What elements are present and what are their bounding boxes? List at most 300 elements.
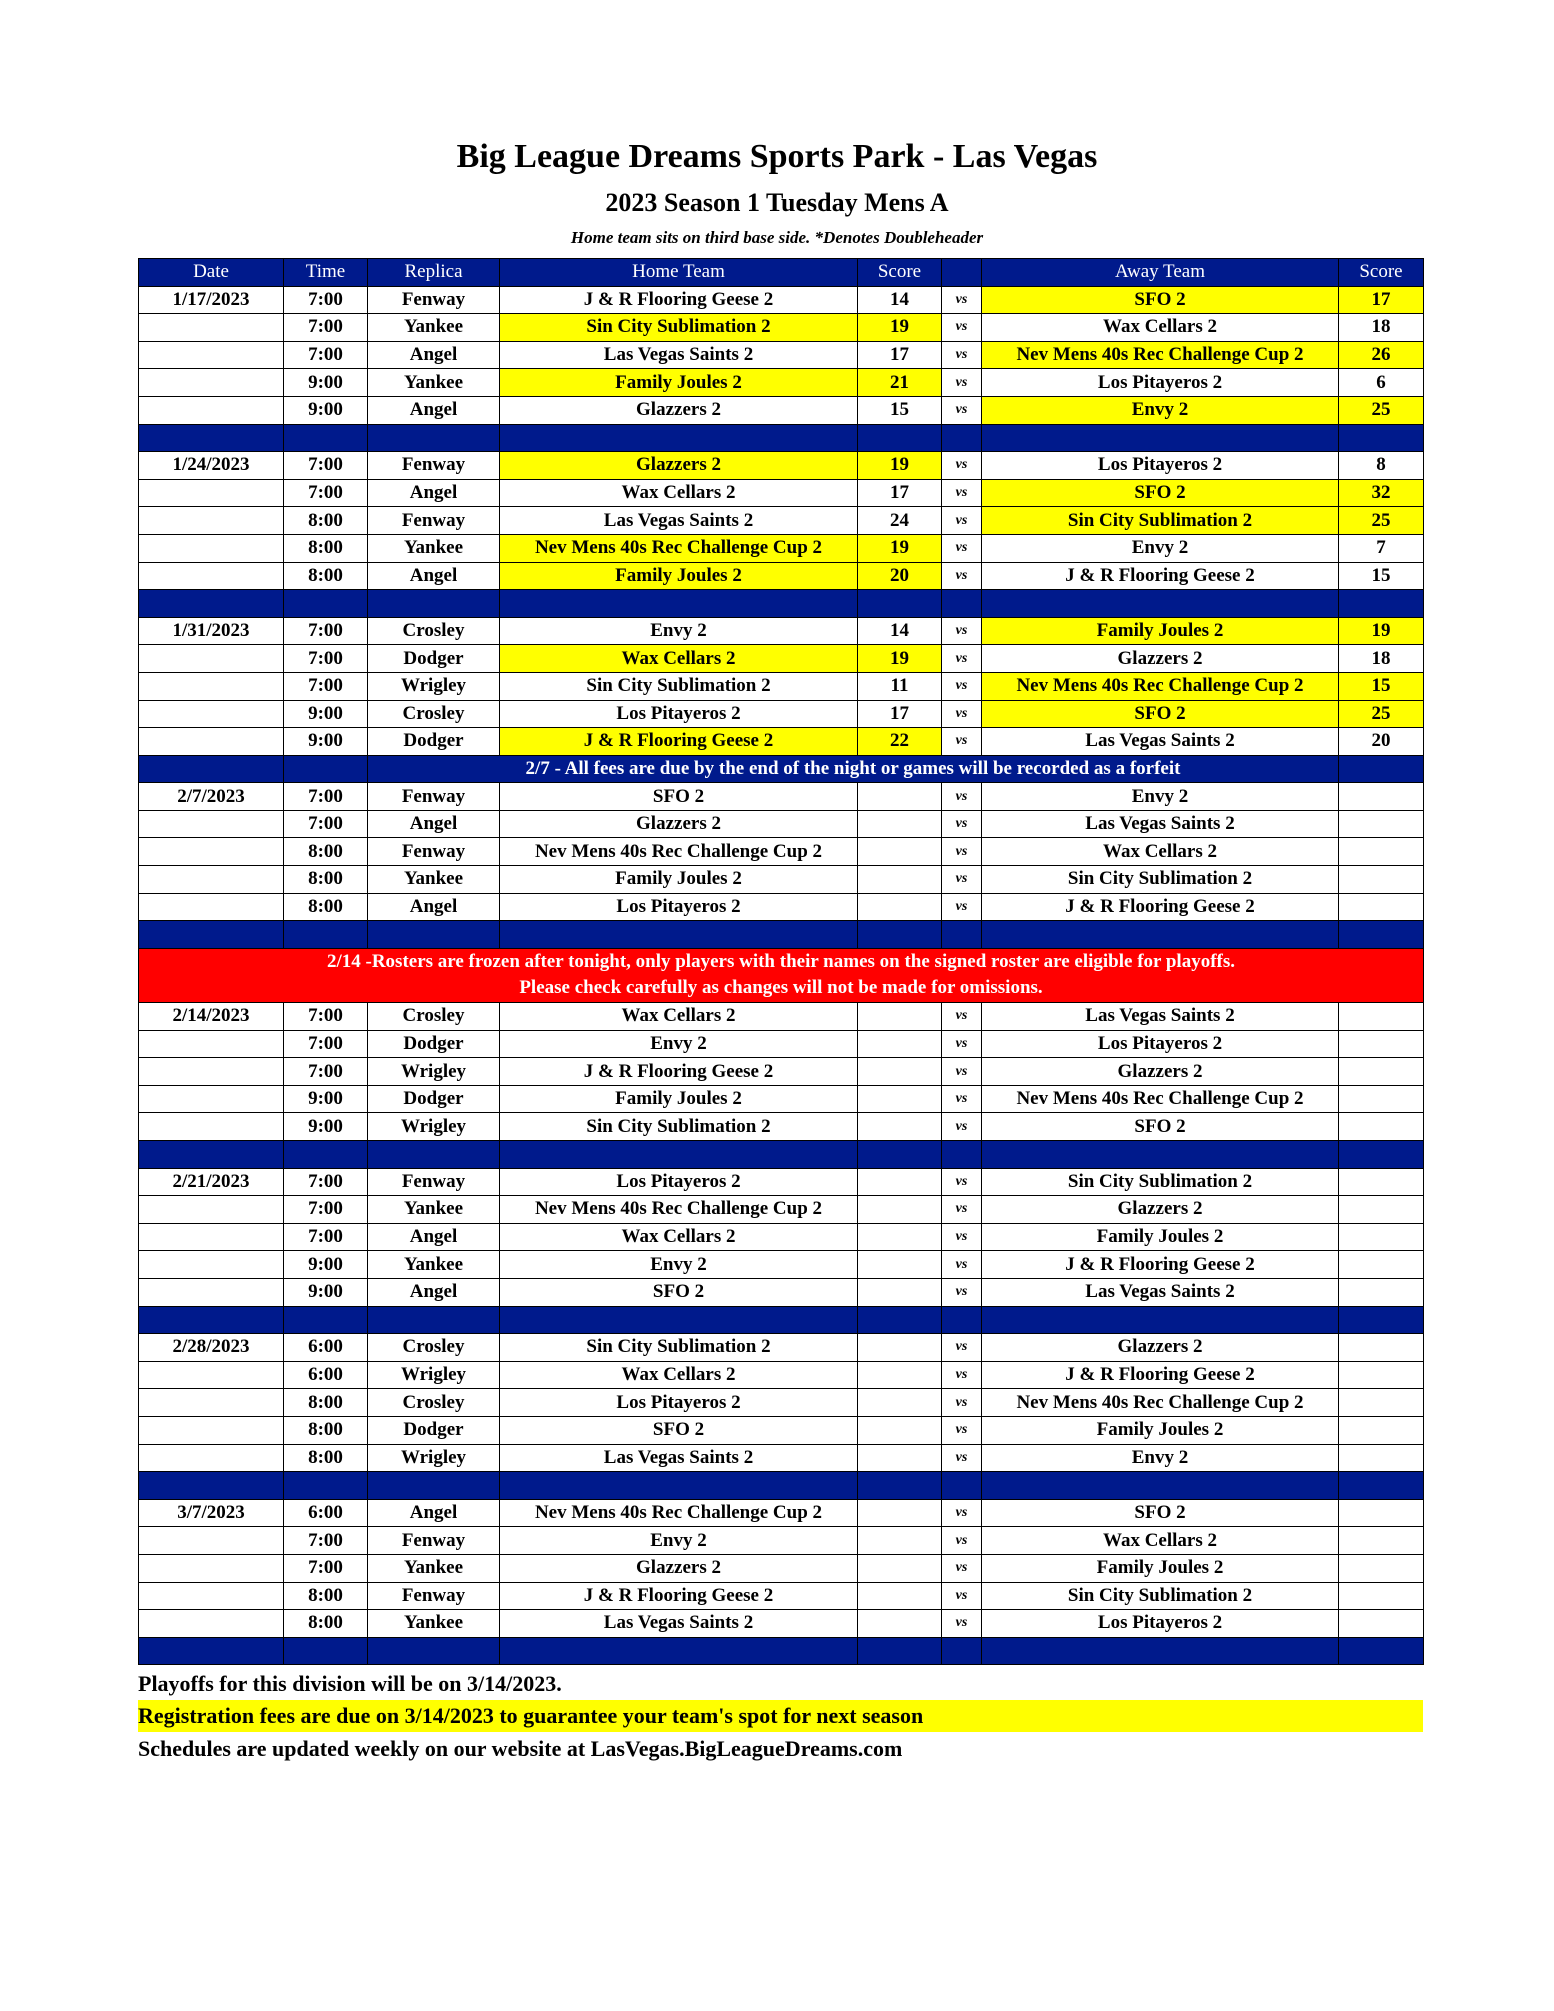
home-score	[858, 1582, 942, 1610]
game-field: Crosley	[368, 700, 500, 728]
away-team: Envy 2	[982, 534, 1339, 562]
separator-cell	[1339, 755, 1424, 783]
home-team: SFO 2	[500, 1278, 858, 1306]
game-field: Yankee	[368, 1196, 500, 1224]
away-team: Envy 2	[982, 783, 1339, 811]
home-score	[858, 1085, 942, 1113]
home-team: Family Joules 2	[500, 562, 858, 590]
home-score	[858, 1030, 942, 1058]
home-score	[858, 1168, 942, 1196]
game-field: Wrigley	[368, 1444, 500, 1472]
schedule-table	[138, 258, 1424, 1665]
away-team: Nev Mens 40s Rec Challenge Cup 2	[982, 672, 1339, 700]
away-team: Envy 2	[982, 396, 1339, 424]
game-field: Yankee	[368, 1554, 500, 1582]
game-date	[139, 1278, 284, 1306]
game-time: 9:00	[284, 1278, 368, 1306]
vs-label: vs	[942, 341, 982, 369]
separator-cell	[858, 424, 942, 452]
home-team: Sin City Sublimation 2	[500, 314, 858, 342]
game-field: Angel	[368, 810, 500, 838]
away-team: Wax Cellars 2	[982, 1527, 1339, 1555]
game-time: 8:00	[284, 1416, 368, 1444]
away-score	[1339, 1085, 1424, 1113]
separator-cell	[500, 1637, 858, 1665]
game-field: Fenway	[368, 1168, 500, 1196]
game-time: 8:00	[284, 1389, 368, 1417]
home-score	[858, 1554, 942, 1582]
game-date	[139, 866, 284, 894]
game-date	[139, 1113, 284, 1141]
game-time: 7:00	[284, 1527, 368, 1555]
home-team: Los Pitayeros 2	[500, 700, 858, 728]
home-team: Glazzers 2	[500, 452, 858, 480]
away-score	[1339, 1582, 1424, 1610]
game-field: Crosley	[368, 617, 500, 645]
separator-cell	[942, 1141, 982, 1169]
separator-cell	[139, 1141, 284, 1169]
vs-label: vs	[942, 396, 982, 424]
game-date	[139, 1444, 284, 1472]
home-team: Los Pitayeros 2	[500, 893, 858, 921]
game-date	[139, 672, 284, 700]
game-row	[139, 1278, 1424, 1306]
away-team: SFO 2	[982, 1113, 1339, 1141]
game-time: 6:00	[284, 1361, 368, 1389]
separator-cell	[982, 590, 1339, 618]
game-time: 8:00	[284, 1582, 368, 1610]
vs-label: vs	[942, 1527, 982, 1555]
away-team: Nev Mens 40s Rec Challenge Cup 2	[982, 1389, 1339, 1417]
game-field: Fenway	[368, 452, 500, 480]
away-team: Nev Mens 40s Rec Challenge Cup 2	[982, 341, 1339, 369]
vs-label: vs	[942, 1251, 982, 1279]
home-team: Wax Cellars 2	[500, 1223, 858, 1251]
away-team: Glazzers 2	[982, 645, 1339, 673]
away-team: Glazzers 2	[982, 1058, 1339, 1086]
game-field: Yankee	[368, 369, 500, 397]
separator-cell	[1339, 1472, 1424, 1500]
vs-label: vs	[942, 810, 982, 838]
game-row	[139, 1085, 1424, 1113]
game-field: Wrigley	[368, 672, 500, 700]
away-score: 17	[1339, 286, 1424, 314]
home-team: Wax Cellars 2	[500, 479, 858, 507]
separator-cell	[942, 590, 982, 618]
game-time: 7:00	[284, 314, 368, 342]
game-field: Dodger	[368, 1416, 500, 1444]
home-score: 11	[858, 672, 942, 700]
vs-label: vs	[942, 1416, 982, 1444]
vs-label: vs	[942, 1223, 982, 1251]
game-row	[139, 1334, 1424, 1362]
home-score	[858, 838, 942, 866]
home-score	[858, 1223, 942, 1251]
separator-cell	[500, 1306, 858, 1334]
away-team: Las Vegas Saints 2	[982, 728, 1339, 756]
away-score	[1339, 1251, 1424, 1279]
game-date	[139, 810, 284, 838]
website-note: Schedules are updated weekly on our website at LasVegas.BigLeagueDreams.com	[138, 1736, 903, 1761]
home-score	[858, 1058, 942, 1086]
home-score	[858, 1499, 942, 1527]
away-team: SFO 2	[982, 1499, 1339, 1527]
home-team: Envy 2	[500, 1251, 858, 1279]
separator-cell	[368, 1141, 500, 1169]
separator-cell	[368, 1637, 500, 1665]
game-time: 9:00	[284, 700, 368, 728]
game-field: Angel	[368, 479, 500, 507]
game-date	[139, 1527, 284, 1555]
vs-label: vs	[942, 1582, 982, 1610]
away-team: Los Pitayeros 2	[982, 452, 1339, 480]
game-time: 8:00	[284, 562, 368, 590]
game-date	[139, 1582, 284, 1610]
away-team: Las Vegas Saints 2	[982, 1003, 1339, 1031]
vs-label: vs	[942, 1085, 982, 1113]
game-date: 2/14/2023	[139, 1003, 284, 1031]
game-field: Yankee	[368, 314, 500, 342]
home-team: Wax Cellars 2	[500, 645, 858, 673]
home-team: Envy 2	[500, 1030, 858, 1058]
game-time: 6:00	[284, 1334, 368, 1362]
vs-label: vs	[942, 534, 982, 562]
away-score	[1339, 1416, 1424, 1444]
game-row	[139, 1058, 1424, 1086]
separator-cell	[942, 921, 982, 949]
game-date	[139, 479, 284, 507]
home-team: SFO 2	[500, 1416, 858, 1444]
home-score	[858, 1416, 942, 1444]
home-score	[858, 1196, 942, 1224]
schedule-body	[139, 259, 1424, 1665]
away-team: J & R Flooring Geese 2	[982, 562, 1339, 590]
home-team: Sin City Sublimation 2	[500, 672, 858, 700]
game-date	[139, 396, 284, 424]
game-time: 6:00	[284, 1499, 368, 1527]
vs-label: vs	[942, 672, 982, 700]
separator-cell	[982, 1306, 1339, 1334]
home-score: 24	[858, 507, 942, 535]
header-away-score: Score	[1339, 259, 1424, 287]
away-score	[1339, 1389, 1424, 1417]
away-score: 18	[1339, 314, 1424, 342]
vs-label: vs	[942, 314, 982, 342]
separator-cell	[500, 424, 858, 452]
game-time: 9:00	[284, 369, 368, 397]
home-team: Nev Mens 40s Rec Challenge Cup 2	[500, 1499, 858, 1527]
vs-label: vs	[942, 645, 982, 673]
game-row	[139, 617, 1424, 645]
away-team: Glazzers 2	[982, 1196, 1339, 1224]
home-team: J & R Flooring Geese 2	[500, 1582, 858, 1610]
away-score: 18	[1339, 645, 1424, 673]
game-time: 8:00	[284, 534, 368, 562]
away-score	[1339, 1554, 1424, 1582]
home-score	[858, 1361, 942, 1389]
game-field: Fenway	[368, 1582, 500, 1610]
header-home-team: Home Team	[500, 259, 858, 287]
away-team: Family Joules 2	[982, 1554, 1339, 1582]
home-team: Envy 2	[500, 1527, 858, 1555]
away-score	[1339, 783, 1424, 811]
separator-cell	[139, 1306, 284, 1334]
away-score	[1339, 1444, 1424, 1472]
game-field: Yankee	[368, 1251, 500, 1279]
away-score: 8	[1339, 452, 1424, 480]
game-date	[139, 1361, 284, 1389]
game-field: Fenway	[368, 286, 500, 314]
separator-cell	[982, 1141, 1339, 1169]
home-score: 20	[858, 562, 942, 590]
separator-cell	[858, 590, 942, 618]
away-score: 20	[1339, 728, 1424, 756]
game-row	[139, 672, 1424, 700]
separator-cell	[368, 590, 500, 618]
game-row	[139, 534, 1424, 562]
separator-cell	[982, 1472, 1339, 1500]
game-date: 2/21/2023	[139, 1168, 284, 1196]
vs-label: vs	[942, 1499, 982, 1527]
roster-notice-row	[139, 948, 1424, 1002]
separator-cell	[1339, 1637, 1424, 1665]
game-row	[139, 341, 1424, 369]
game-row	[139, 728, 1424, 756]
game-field: Fenway	[368, 507, 500, 535]
game-row	[139, 893, 1424, 921]
vs-label: vs	[942, 1196, 982, 1224]
home-score	[858, 866, 942, 894]
away-score	[1339, 810, 1424, 838]
home-score: 19	[858, 452, 942, 480]
away-score	[1339, 1334, 1424, 1362]
vs-label: vs	[942, 562, 982, 590]
away-score	[1339, 1113, 1424, 1141]
game-row	[139, 286, 1424, 314]
home-score	[858, 783, 942, 811]
home-team: Las Vegas Saints 2	[500, 1610, 858, 1638]
home-score: 15	[858, 396, 942, 424]
game-field: Fenway	[368, 783, 500, 811]
home-team: Nev Mens 40s Rec Challenge Cup 2	[500, 838, 858, 866]
vs-label: vs	[942, 479, 982, 507]
game-date	[139, 728, 284, 756]
separator-cell	[284, 1141, 368, 1169]
vs-label: vs	[942, 1334, 982, 1362]
game-time: 7:00	[284, 341, 368, 369]
game-time: 7:00	[284, 672, 368, 700]
home-team: Nev Mens 40s Rec Challenge Cup 2	[500, 534, 858, 562]
separator-cell	[284, 590, 368, 618]
week-separator	[139, 1306, 1424, 1334]
game-field: Angel	[368, 1223, 500, 1251]
game-row	[139, 562, 1424, 590]
away-score: 25	[1339, 396, 1424, 424]
game-date	[139, 893, 284, 921]
separator-cell	[982, 424, 1339, 452]
home-team: Family Joules 2	[500, 866, 858, 894]
game-time: 7:00	[284, 1168, 368, 1196]
header-row	[139, 259, 1424, 287]
playoffs-note: Playoffs for this division will be on 3/14/2023.	[138, 1671, 562, 1696]
game-row	[139, 783, 1424, 811]
home-team: Los Pitayeros 2	[500, 1168, 858, 1196]
home-team: Envy 2	[500, 617, 858, 645]
away-team: SFO 2	[982, 479, 1339, 507]
separator-cell	[500, 590, 858, 618]
header-date: Date	[139, 259, 284, 287]
home-team: Las Vegas Saints 2	[500, 341, 858, 369]
header-vs	[942, 259, 982, 287]
vs-label: vs	[942, 893, 982, 921]
vs-label: vs	[942, 783, 982, 811]
home-score: 14	[858, 286, 942, 314]
game-row	[139, 645, 1424, 673]
game-time: 7:00	[284, 479, 368, 507]
separator-cell	[284, 755, 368, 783]
header-away-team: Away Team	[982, 259, 1339, 287]
registration-note: Registration fees are due on 3/14/2023 to guarantee your team's spot for next season	[138, 1700, 1423, 1732]
home-team: Wax Cellars 2	[500, 1361, 858, 1389]
separator-cell	[284, 1306, 368, 1334]
game-date	[139, 1251, 284, 1279]
home-team: Family Joules 2	[500, 369, 858, 397]
home-score: 19	[858, 314, 942, 342]
home-team: J & R Flooring Geese 2	[500, 728, 858, 756]
game-field: Dodger	[368, 1085, 500, 1113]
game-time: 7:00	[284, 452, 368, 480]
separator-cell	[139, 755, 284, 783]
week-separator	[139, 424, 1424, 452]
game-time: 7:00	[284, 645, 368, 673]
game-row	[139, 700, 1424, 728]
home-score: 17	[858, 700, 942, 728]
separator-cell	[139, 921, 284, 949]
away-score: 6	[1339, 369, 1424, 397]
home-score: 17	[858, 479, 942, 507]
separator-cell	[368, 1472, 500, 1500]
home-score	[858, 1113, 942, 1141]
away-score: 19	[1339, 617, 1424, 645]
game-date	[139, 1223, 284, 1251]
home-score: 14	[858, 617, 942, 645]
home-team: Glazzers 2	[500, 810, 858, 838]
game-time: 9:00	[284, 1085, 368, 1113]
game-field: Angel	[368, 893, 500, 921]
game-time: 8:00	[284, 507, 368, 535]
home-score	[858, 1251, 942, 1279]
separator-cell	[500, 921, 858, 949]
game-date	[139, 1416, 284, 1444]
game-row	[139, 1416, 1424, 1444]
header-home-score: Score	[858, 259, 942, 287]
game-row	[139, 1251, 1424, 1279]
away-score: 26	[1339, 341, 1424, 369]
away-team: J & R Flooring Geese 2	[982, 893, 1339, 921]
away-score	[1339, 1030, 1424, 1058]
away-team: Los Pitayeros 2	[982, 1030, 1339, 1058]
game-field: Crosley	[368, 1334, 500, 1362]
game-date	[139, 507, 284, 535]
game-time: 7:00	[284, 783, 368, 811]
away-team: Las Vegas Saints 2	[982, 1278, 1339, 1306]
game-date: 1/31/2023	[139, 617, 284, 645]
game-date	[139, 1196, 284, 1224]
game-field: Crosley	[368, 1003, 500, 1031]
away-score	[1339, 893, 1424, 921]
game-row	[139, 507, 1424, 535]
game-row	[139, 479, 1424, 507]
away-score	[1339, 1527, 1424, 1555]
home-team: Glazzers 2	[500, 396, 858, 424]
home-team: J & R Flooring Geese 2	[500, 286, 858, 314]
home-score	[858, 810, 942, 838]
week-separator	[139, 590, 1424, 618]
separator-cell	[942, 424, 982, 452]
game-date	[139, 1554, 284, 1582]
game-date	[139, 1389, 284, 1417]
separator-cell	[942, 1637, 982, 1665]
away-score: 25	[1339, 700, 1424, 728]
game-row	[139, 1389, 1424, 1417]
away-score: 32	[1339, 479, 1424, 507]
home-score: 17	[858, 341, 942, 369]
game-row	[139, 1554, 1424, 1582]
game-row	[139, 452, 1424, 480]
separator-cell	[1339, 590, 1424, 618]
game-field: Fenway	[368, 838, 500, 866]
game-row	[139, 866, 1424, 894]
game-time: 7:00	[284, 617, 368, 645]
game-field: Angel	[368, 1499, 500, 1527]
game-time: 8:00	[284, 838, 368, 866]
home-team: Sin City Sublimation 2	[500, 1113, 858, 1141]
game-field: Fenway	[368, 1527, 500, 1555]
game-time: 7:00	[284, 1003, 368, 1031]
away-score: 15	[1339, 562, 1424, 590]
vs-label: vs	[942, 369, 982, 397]
separator-cell	[284, 1637, 368, 1665]
home-score: 19	[858, 534, 942, 562]
schedule-note: Home team sits on third base side. *Denotes Doubleheader	[570, 228, 984, 247]
home-score	[858, 1610, 942, 1638]
separator-cell	[1339, 921, 1424, 949]
week-separator	[139, 921, 1424, 949]
separator-cell	[139, 590, 284, 618]
home-team: Los Pitayeros 2	[500, 1389, 858, 1417]
game-field: Crosley	[368, 1389, 500, 1417]
away-score	[1339, 1196, 1424, 1224]
away-team: J & R Flooring Geese 2	[982, 1251, 1339, 1279]
separator-cell	[368, 424, 500, 452]
vs-label: vs	[942, 1168, 982, 1196]
away-score: 25	[1339, 507, 1424, 535]
vs-label: vs	[942, 507, 982, 535]
game-date	[139, 369, 284, 397]
game-field: Angel	[368, 1278, 500, 1306]
home-score	[858, 893, 942, 921]
vs-label: vs	[942, 838, 982, 866]
game-field: Dodger	[368, 728, 500, 756]
away-score: 7	[1339, 534, 1424, 562]
separator-cell	[284, 424, 368, 452]
game-date	[139, 314, 284, 342]
vs-label: vs	[942, 866, 982, 894]
game-field: Dodger	[368, 1030, 500, 1058]
roster-notice-line2: Please check carefully as changes will not be made for omissions.	[519, 977, 1043, 999]
game-date	[139, 341, 284, 369]
home-team: Las Vegas Saints 2	[500, 507, 858, 535]
